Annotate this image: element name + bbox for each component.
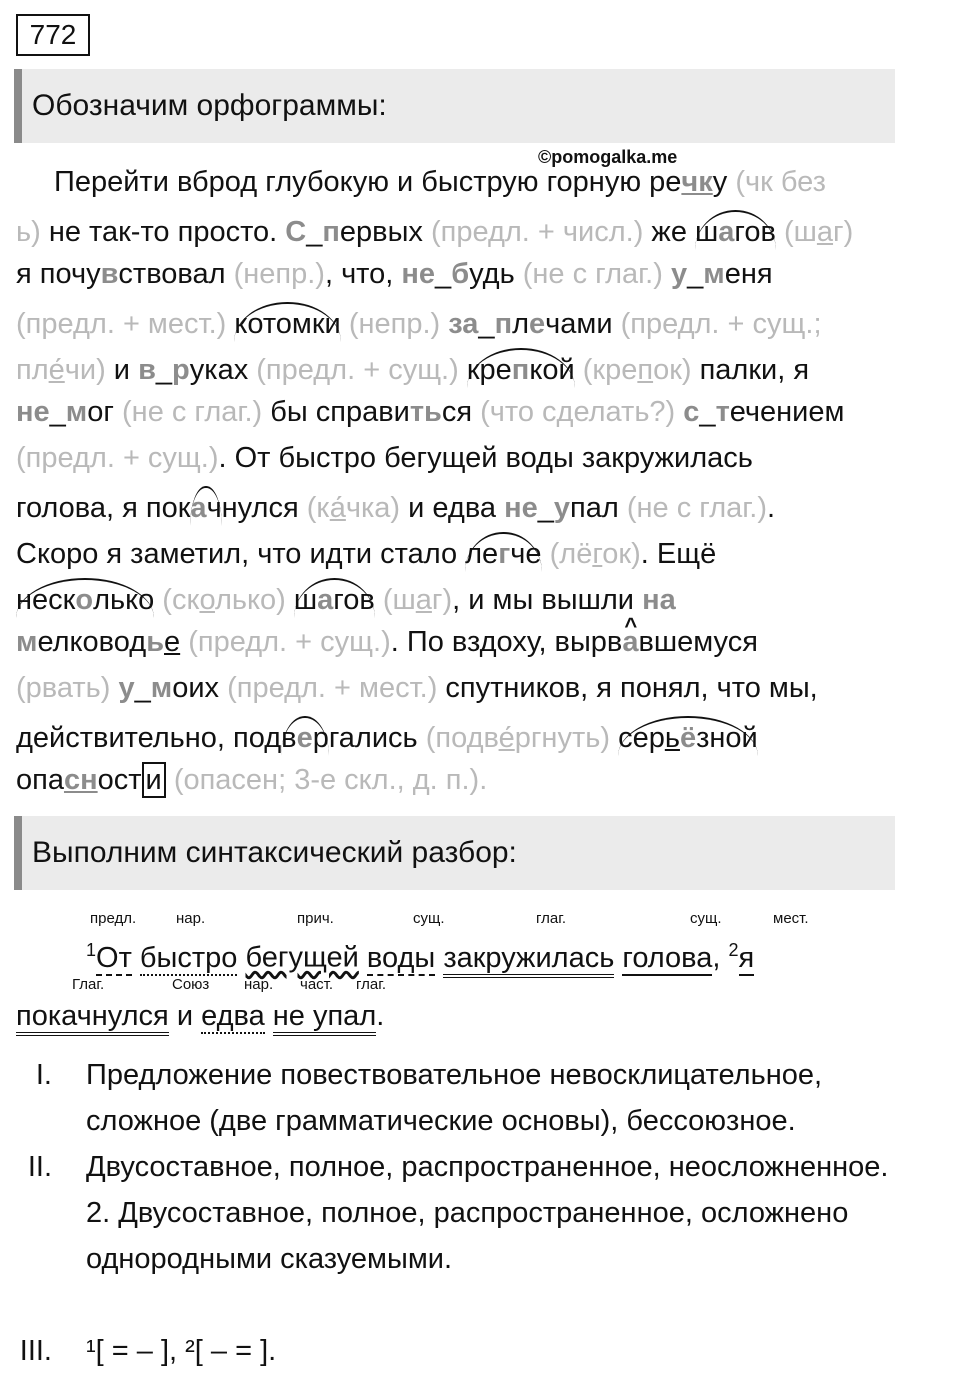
pos-label: сущ. <box>690 910 722 927</box>
pos-label: нар. <box>244 976 274 993</box>
list-number: II. <box>27 1151 52 1183</box>
clause-index: 2 <box>728 940 739 960</box>
word: воды <box>366 941 436 974</box>
predicate: закружилась <box>443 942 614 978</box>
word: От <box>96 941 132 974</box>
text-line-9: Скоро я заметил, что идти стало легче (лёгок). Ещё <box>16 532 716 572</box>
pos-label: прич. <box>297 910 334 927</box>
section-heading-syntax: Выполним синтаксический разбор: <box>14 816 895 890</box>
conjunction: и <box>168 1000 202 1032</box>
analysis-item: Двусоставное, полное, распространенное, неосложненное. 2. Двусоставное, полное, распространенное, осложнено однородными сказуемыми. <box>86 1151 889 1275</box>
word: едва <box>201 1000 265 1032</box>
period: . <box>376 1000 385 1032</box>
text-line-4: (предл. + мест.) котомки (непр.) за_плечами (предл. + сущ.; <box>16 302 822 342</box>
list-number: III. <box>19 1335 52 1367</box>
text-line-3: я почувствовал (непр.), что, не_будь (не с глаг.) у_меня <box>16 258 773 290</box>
watermark: ©pomogalka.me <box>538 147 678 167</box>
predicate: не упал <box>273 1000 376 1036</box>
section-heading-orthograms: Обозначим орфограммы: <box>14 69 895 143</box>
task-number: 772 <box>16 14 90 56</box>
pos-label: Союз <box>172 976 210 993</box>
word: бегущей <box>245 941 359 974</box>
text-line-12: (рвать) у_моих (предл. + мест.) спутников, я понял, что мы, <box>16 672 818 704</box>
pos-label: глаг. <box>536 910 567 927</box>
text-line-14: опасност и (опасен; 3-е скл., д. п.). <box>16 764 488 796</box>
text-line-13: действительно, подвергались (подве́ргнуть) серьёзной <box>16 716 758 756</box>
separator: , <box>712 941 729 974</box>
text-line-5: пле́чи) и в_руках (предл. + сущ.) крепкой (крепок) палки, я <box>16 348 809 388</box>
clause-index: 1 <box>86 940 97 960</box>
analysis-item: ¹[ = – ], ²[ – = ]. <box>86 1335 277 1367</box>
text-line-10: несколько (сколько) шагов (шаг), и мы вышли на <box>16 578 676 618</box>
pos-label: мест. <box>773 910 809 927</box>
subject: я <box>738 941 755 974</box>
pos-label: нар. <box>176 910 206 927</box>
pos-label: предл. <box>90 910 137 927</box>
text-line-11: мелководье (предл. + сущ.). По вздоху, вырв^ авшемуся <box>16 624 758 660</box>
list-number: I. <box>35 1059 52 1091</box>
syntax-sentence-line2 <box>16 998 384 1034</box>
subject: голова <box>622 941 713 974</box>
pos-label: глаг. <box>356 976 387 993</box>
pos-label: сущ. <box>413 910 445 927</box>
predicate: покачнулся <box>16 1000 169 1036</box>
text-line-2: ь) не так-то просто. С_первых (предл. + числ.) же шагов (шаг) <box>16 210 853 250</box>
text-line-7: (предл. + сущ.). От быстро бегущей воды закружилась <box>16 442 753 474</box>
analysis-item: Предложение повествовательное невосклицательное, сложное (две грамматические основы), бессоюзное. <box>86 1059 823 1137</box>
text-line-8: голова, я покачнулся (ка́чка) и едва не_упал (не с глаг.). <box>16 486 775 526</box>
text-line-1: Перейти вброд глубокую и быструю горную речку (чк без <box>54 166 826 198</box>
word: быстро <box>139 941 238 974</box>
pos-label: Глаг. <box>72 976 105 993</box>
pos-label: част. <box>300 976 334 993</box>
syntax-sentence-line1 <box>86 932 754 976</box>
text-line-6: не_мог (не с глаг.) бы справиться (что сделать?) с_течением <box>16 396 845 428</box>
